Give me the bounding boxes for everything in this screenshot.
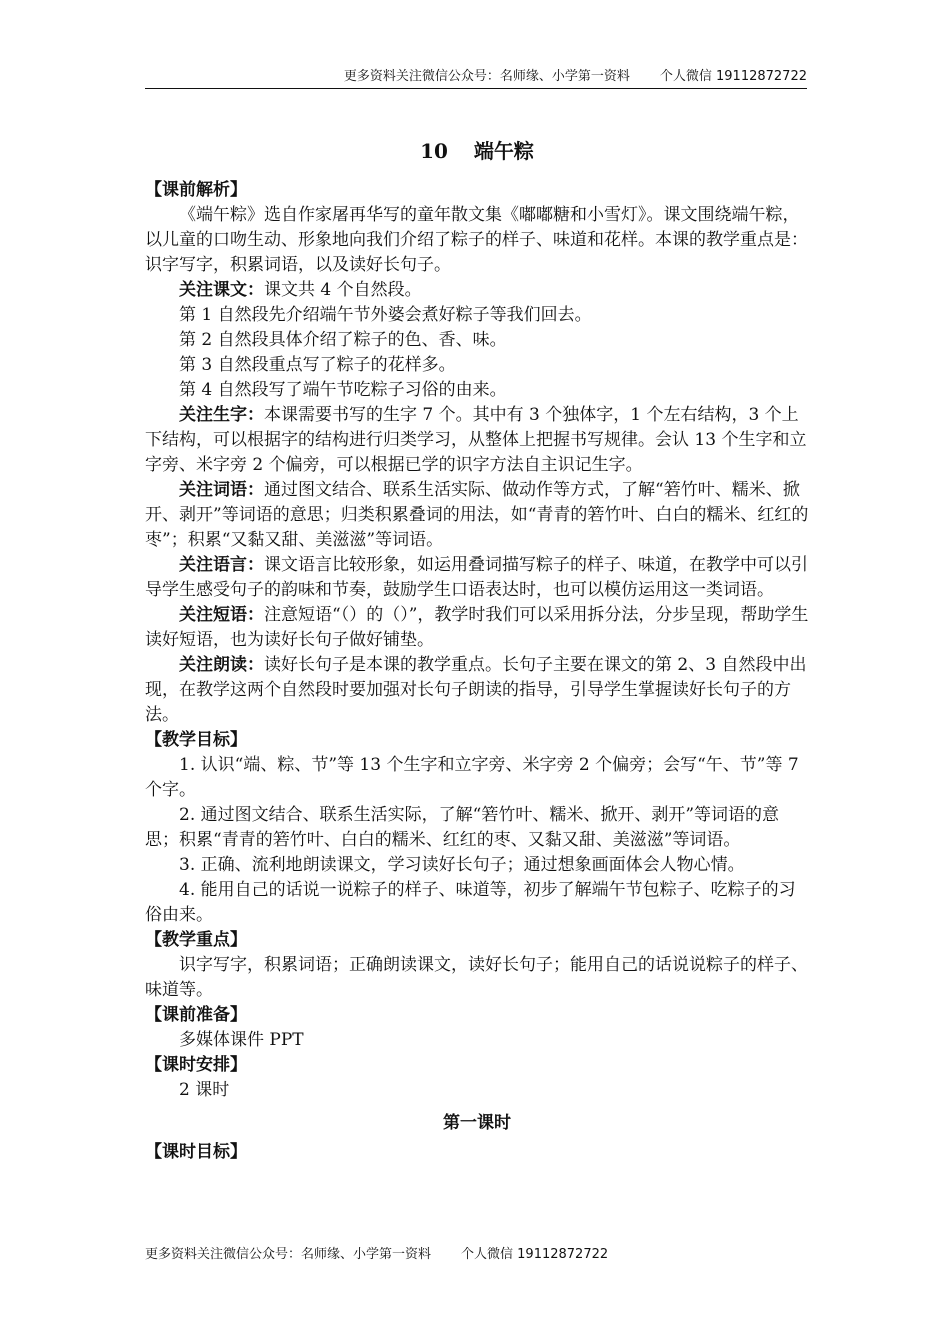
page-header [145,68,807,86]
footer-wechat: 个人微信 19112872722 [461,1247,609,1262]
lesson-number: 10 [420,139,448,163]
read-focus-body: 读好长句子是本课的教学重点。长句子主要在课文的第 2、3 自然段中出现，在教学这两个自然段时要加强对长句子朗读的指导，引导学生掌握读好长句子的方法。 [145,655,807,725]
section-heading-prep: 【课前准备】 [145,1005,247,1025]
section-heading-focus: 【教学重点】 [145,930,247,950]
lang-focus-body: 课文语言比较形象，如运用叠词描写粽子的样子、味道，在教学中可以引导学生感受句子的韵味和节奏，鼓励学生口语表达时，也可以模仿运用这一类词语。 [145,555,808,600]
label-chars: 关注生字： [179,405,264,425]
analysis-phrase-focus [145,603,809,653]
section-heading-schedule: 【课时安排】 [145,1055,247,1075]
section-heading-analysis: 【课前解析】 [145,180,247,200]
paragraph-summary-1: 第 1 自然段先介绍端午节外婆会煮好粽子等我们回去。 [179,305,592,325]
focus-body: 识字写字，积累词语；正确朗读课文，读好长句子；能用自己的话说说粽子的样子、味道等。 [145,955,808,1000]
analysis-words-focus [145,478,809,553]
label-text: 关注课文： [179,280,264,300]
page-title [145,136,809,166]
page-footer [145,1246,608,1264]
analysis-chars-focus [145,403,809,478]
label-words: 关注词语： [179,480,264,500]
label-lang: 关注语言： [179,555,264,575]
text-focus-body: 课文共 4 个自然段。 [264,280,422,300]
footer-text: 更多资料关注微信公众号：名师缘、小学第一资料 [145,1247,432,1262]
section-heading-lesson-goals: 【课时目标】 [145,1142,247,1162]
analysis-intro: 《端午粽》选自作家屠再华写的童年散文集《嘟嘟糖和小雪灯》。课文围绕端午粽，以儿童的口吻生动、形象地向我们介绍了粽子的样子、味道和花样。本课的教学重点是：识字写字，积累词语，以及读好长句子。 [145,205,808,275]
goal-item-4: 4. 能用自己的话说一说粽子的样子、味道等，初步了解端午节包粽子、吃粽子的习俗由来。 [145,880,796,925]
header-divider [145,88,807,89]
paragraph-summary-2: 第 2 自然段具体介绍了粽子的色、香、味。 [179,330,507,350]
chars-focus-body: 本课需要书写的生字 7 个。其中有 3 个独体字，1 个左右结构，3 个上下结构，可以根据字的结构进行归类学习，从整体上把握书写规律。会认 13 个生字和立字旁、米字旁 2 个偏旁，可以根据已学的识字方法自主识记生字。 [145,405,807,475]
section-heading-goals: 【教学目标】 [145,730,247,750]
label-read: 关注朗读： [179,655,264,675]
paragraph-summary-3: 第 3 自然段重点写了粽子的花样多。 [179,355,456,375]
words-focus-body: 通过图文结合、联系生活实际、做动作等方式，了解“箬竹叶、糯米、掀开、剥开”等词语的意思；归类积累叠词的用法，如“青青的箬竹叶、白白的糯米、红红的枣”；积累“又黏又甜、美滋滋”等词语。 [145,480,809,550]
paragraph-summary-4: 第 4 自然段写了端午节吃粽子习俗的由来。 [179,380,507,400]
label-phrase: 关注短语： [179,605,264,625]
prep-body: 多媒体课件 PPT [179,1030,304,1050]
lesson-title: 端午粽 [473,139,534,163]
goal-item-3: 3. 正确、流利地朗读课文，学习读好长句子；通过想象画面体会人物心情。 [179,855,745,875]
header-wechat: 个人微信 19112872722 [659,69,807,84]
document-body [145,136,809,1165]
goal-item-2: 2. 通过图文结合、联系生活实际，了解“箬竹叶、糯米、掀开、剥开”等词语的意思；积累“青青的箬竹叶、白白的糯米、红红的枣、又黏又甜、美滋滋”等词语。 [145,805,780,850]
phrase-focus-body: 注意短语“（）的（）”，教学时我们可以采用拆分法，分步呈现，帮助学生读好短语，也为读好长句子做好铺垫。 [145,605,809,650]
header-text: 更多资料关注微信公众号：名师缘、小学第一资料 [343,69,630,84]
goal-item-1: 1. 认识“端、粽、节”等 13 个生字和立字旁、米字旁 2 个偏旁；会写“午、节”等 7 个字。 [145,755,799,800]
analysis-text-focus [145,278,809,303]
analysis-lang-focus [145,553,809,603]
analysis-read-focus [145,653,809,728]
schedule-body: 2 课时 [179,1080,230,1100]
lesson-one-title: 第一课时 [443,1113,511,1133]
